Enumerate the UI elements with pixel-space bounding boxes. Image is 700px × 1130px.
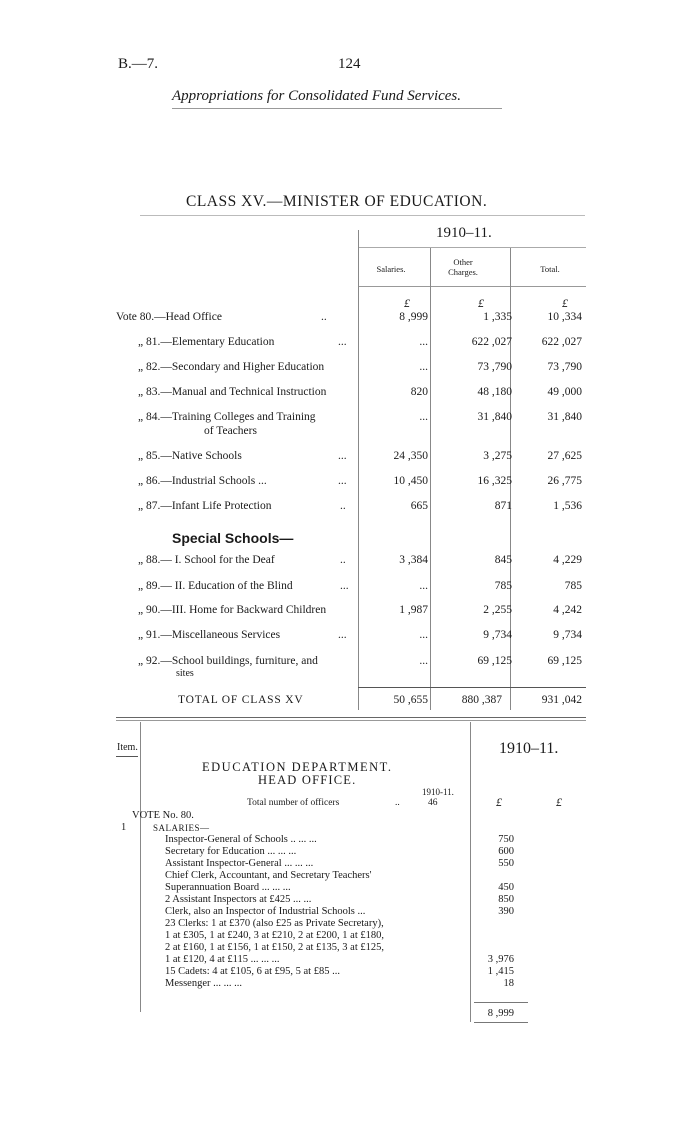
vote-label: Vote 80.—Head Office — [116, 311, 222, 323]
currency-dept-2: £ — [556, 795, 562, 809]
subtotal-underline — [474, 1022, 528, 1023]
salary-line-amount: 750 — [498, 834, 514, 845]
salary-line-text: Superannuation Board ... ... ... — [165, 882, 291, 893]
vote-dots: .. — [340, 500, 346, 512]
vote-salaries: ... — [419, 336, 428, 348]
salary-line-text: Messenger ... ... ... — [165, 978, 242, 989]
vote-total: 785 — [564, 580, 582, 592]
vote-dots: .. — [340, 554, 346, 566]
vote-total: 73 ,790 — [547, 361, 582, 373]
vote-label: „ 88.— I. School for the Deaf — [138, 554, 275, 566]
vote-label: „ 89.— II. Education of the Blind — [138, 580, 293, 592]
item-label-rule — [116, 756, 138, 757]
vote-other-charges: 1 ,335 — [483, 311, 512, 323]
salary-line-text: Assistant Inspector-General ... ... ... — [165, 858, 314, 869]
vote-label: „ 84.—Training Colleges and Training — [138, 411, 316, 423]
vote-other-charges: 69 ,125 — [477, 655, 512, 667]
department-year-heading: 1910–11. — [499, 740, 559, 757]
salary-line-text: Inspector-General of Schools .. ... ... — [165, 834, 317, 845]
salary-line-text: 1 at £120, 4 at £115 ... ... ... — [165, 954, 280, 965]
officers-count: 46 — [428, 798, 438, 808]
salary-line-text: Secretary for Education ... ... ... — [165, 846, 297, 857]
vote-salaries: ... — [419, 411, 428, 423]
vote-salaries: 24 ,350 — [393, 450, 428, 462]
vote-total: 10 ,334 — [547, 311, 582, 323]
total-label: TOTAL OF CLASS XV — [178, 694, 304, 706]
salary-line-text: 23 Clerks: 1 at £370 (also £25 as Private Secretary), — [165, 918, 384, 929]
vote-salaries: ... — [419, 655, 428, 667]
year-heading: 1910–11. — [436, 225, 492, 241]
vote-other-charges: 48 ,180 — [477, 386, 512, 398]
vote-dots: ... — [338, 336, 347, 348]
officers-label: Total number of officers — [247, 798, 340, 808]
page-title: Appropriations for Consolidated Fund Services. — [172, 88, 462, 104]
total-amount: 931 ,042 — [541, 694, 582, 706]
salary-line-amount: 3 ,976 — [487, 954, 514, 965]
class-title-rule — [140, 215, 585, 216]
vote-salaries: ... — [419, 361, 428, 373]
subtotal-rule — [474, 1002, 528, 1003]
year-rule — [358, 247, 586, 248]
vote-total: 9 ,734 — [553, 629, 582, 641]
salary-line-amount: 450 — [498, 882, 514, 893]
vote-salaries: 1 ,987 — [399, 604, 428, 616]
section-divider-2 — [116, 720, 586, 721]
total-other-charges: 880 ,387 — [461, 694, 502, 706]
vote-total: 26 ,775 — [547, 475, 582, 487]
currency-dept-1: £ — [496, 795, 502, 809]
column-rule-1 — [358, 230, 359, 710]
vote-label: „ 90.—III. Home for Backward Children — [138, 604, 327, 616]
vote-other-charges: 845 — [494, 554, 512, 566]
vote-other-charges: 31 ,840 — [477, 411, 512, 423]
vote-dots: ... — [338, 450, 347, 462]
vote-salaries: 10 ,450 — [393, 475, 428, 487]
vote-label: „ 83.—Manual and Technical Instruction — [138, 386, 327, 398]
salary-line-amount: 18 — [503, 978, 514, 989]
vote-total: 31 ,840 — [547, 411, 582, 423]
page-number: 124 — [338, 56, 361, 72]
amount-column-rule — [470, 722, 471, 1022]
vote-other-charges: 2 ,255 — [483, 604, 512, 616]
vote-total: 49 ,000 — [547, 386, 582, 398]
vote-label-continuation: of Teachers — [204, 425, 257, 437]
vote-total: 1 ,536 — [553, 500, 582, 512]
vote-salaries: ... — [419, 629, 428, 641]
vote-other-charges: 9 ,734 — [483, 629, 512, 641]
vote-total: 27 ,625 — [547, 450, 582, 462]
item-column-label: Item. — [117, 742, 138, 753]
vote-salaries: 665 — [410, 500, 428, 512]
special-schools-heading: Special Schools— — [172, 530, 294, 546]
vote-total: 4 ,229 — [553, 554, 582, 566]
vote-label: „ 91.—Miscellaneous Services — [138, 629, 281, 641]
vote-label: „ 82.—Secondary and Higher Education — [138, 361, 325, 373]
salary-line-text: 2 Assistant Inspectors at £425 ... ... — [165, 894, 312, 905]
vote-label: „ 85.—Native Schools — [138, 450, 242, 462]
salary-line-amount: 390 — [498, 906, 514, 917]
currency-total: £ — [562, 296, 568, 310]
total-column-header: Total. — [540, 264, 560, 274]
salaries-heading: SALARIES— — [153, 823, 210, 833]
vote-label: „ 81.—Elementary Education — [138, 336, 275, 348]
vote-other-charges: 871 — [494, 500, 512, 512]
salary-line-amount: 600 — [498, 846, 514, 857]
vote-label: „ 92.—School buildings, furniture, and — [138, 655, 318, 667]
item-column-rule — [140, 722, 141, 1012]
department-title: EDUCATION DEPARTMENT. — [202, 760, 393, 774]
vote-salaries: 8 ,999 — [399, 311, 428, 323]
header-rule — [358, 286, 586, 287]
vote-dots: ... — [338, 629, 347, 641]
vote-salaries: ... — [419, 580, 428, 592]
vote-dots: ... — [340, 580, 349, 592]
column-rule-2 — [430, 248, 431, 710]
vote-total: 4 ,242 — [553, 604, 582, 616]
salary-line-text: 15 Cadets: 4 at £105, 6 at £95, 5 at £85 ... — [165, 966, 340, 977]
salary-line-text: Clerk, also an Inspector of Industrial Schools ... — [165, 906, 366, 917]
vote-label: „ 86.—Industrial Schools ... — [138, 475, 267, 487]
vote-label-continuation: sites — [176, 668, 194, 679]
vote-label: „ 87.—Infant Life Protection — [138, 500, 272, 512]
vote-dots: ... — [338, 475, 347, 487]
vote-other-charges: 16 ,325 — [477, 475, 512, 487]
salary-line-amount: 850 — [498, 894, 514, 905]
total-rule — [358, 687, 586, 688]
section-divider — [116, 717, 586, 718]
department-year-small: 1910-11. — [422, 787, 454, 797]
vote-total: 622 ,027 — [541, 336, 582, 348]
currency-salaries: £ — [404, 296, 410, 310]
salary-line-text: 2 at £160, 1 at £156, 1 at £150, 2 at £135, 3 at £125, — [165, 942, 385, 953]
vote-salaries: 3 ,384 — [399, 554, 428, 566]
vote-number-label: VOTE No. 80. — [132, 810, 194, 821]
salary-line-amount: 550 — [498, 858, 514, 869]
class-title: CLASS XV.—MINISTER OF EDUCATION. — [186, 193, 488, 210]
other-charges-header-line1: Other — [453, 257, 473, 267]
vote-total: 69 ,125 — [547, 655, 582, 667]
currency-other: £ — [478, 296, 484, 310]
title-underline — [172, 108, 502, 109]
document-reference: B.—7. — [118, 56, 159, 72]
vote-other-charges: 73 ,790 — [477, 361, 512, 373]
vote-other-charges: 785 — [494, 580, 512, 592]
salaries-subtotal: 8 ,999 — [487, 1008, 514, 1019]
salary-line-text: Chief Clerk, Accountant, and Secretary Teachers' — [165, 870, 372, 881]
total-salaries: 50 ,655 — [393, 694, 428, 706]
vote-dots: .. — [321, 311, 327, 323]
department-subtitle: HEAD OFFICE. — [258, 773, 357, 787]
officers-dots: .. — [395, 798, 400, 808]
salaries-column-header: Salaries. — [376, 264, 406, 274]
item-number: 1 — [121, 822, 127, 833]
vote-other-charges: 622 ,027 — [471, 336, 512, 348]
salary-line-text: 1 at £305, 1 at £240, 3 at £210, 2 at £200, 1 at £180, — [165, 930, 385, 941]
vote-other-charges: 3 ,275 — [483, 450, 512, 462]
salary-line-amount: 1 ,415 — [487, 966, 514, 977]
vote-salaries: 820 — [410, 386, 428, 398]
other-charges-header-line2: Charges. — [448, 267, 478, 277]
